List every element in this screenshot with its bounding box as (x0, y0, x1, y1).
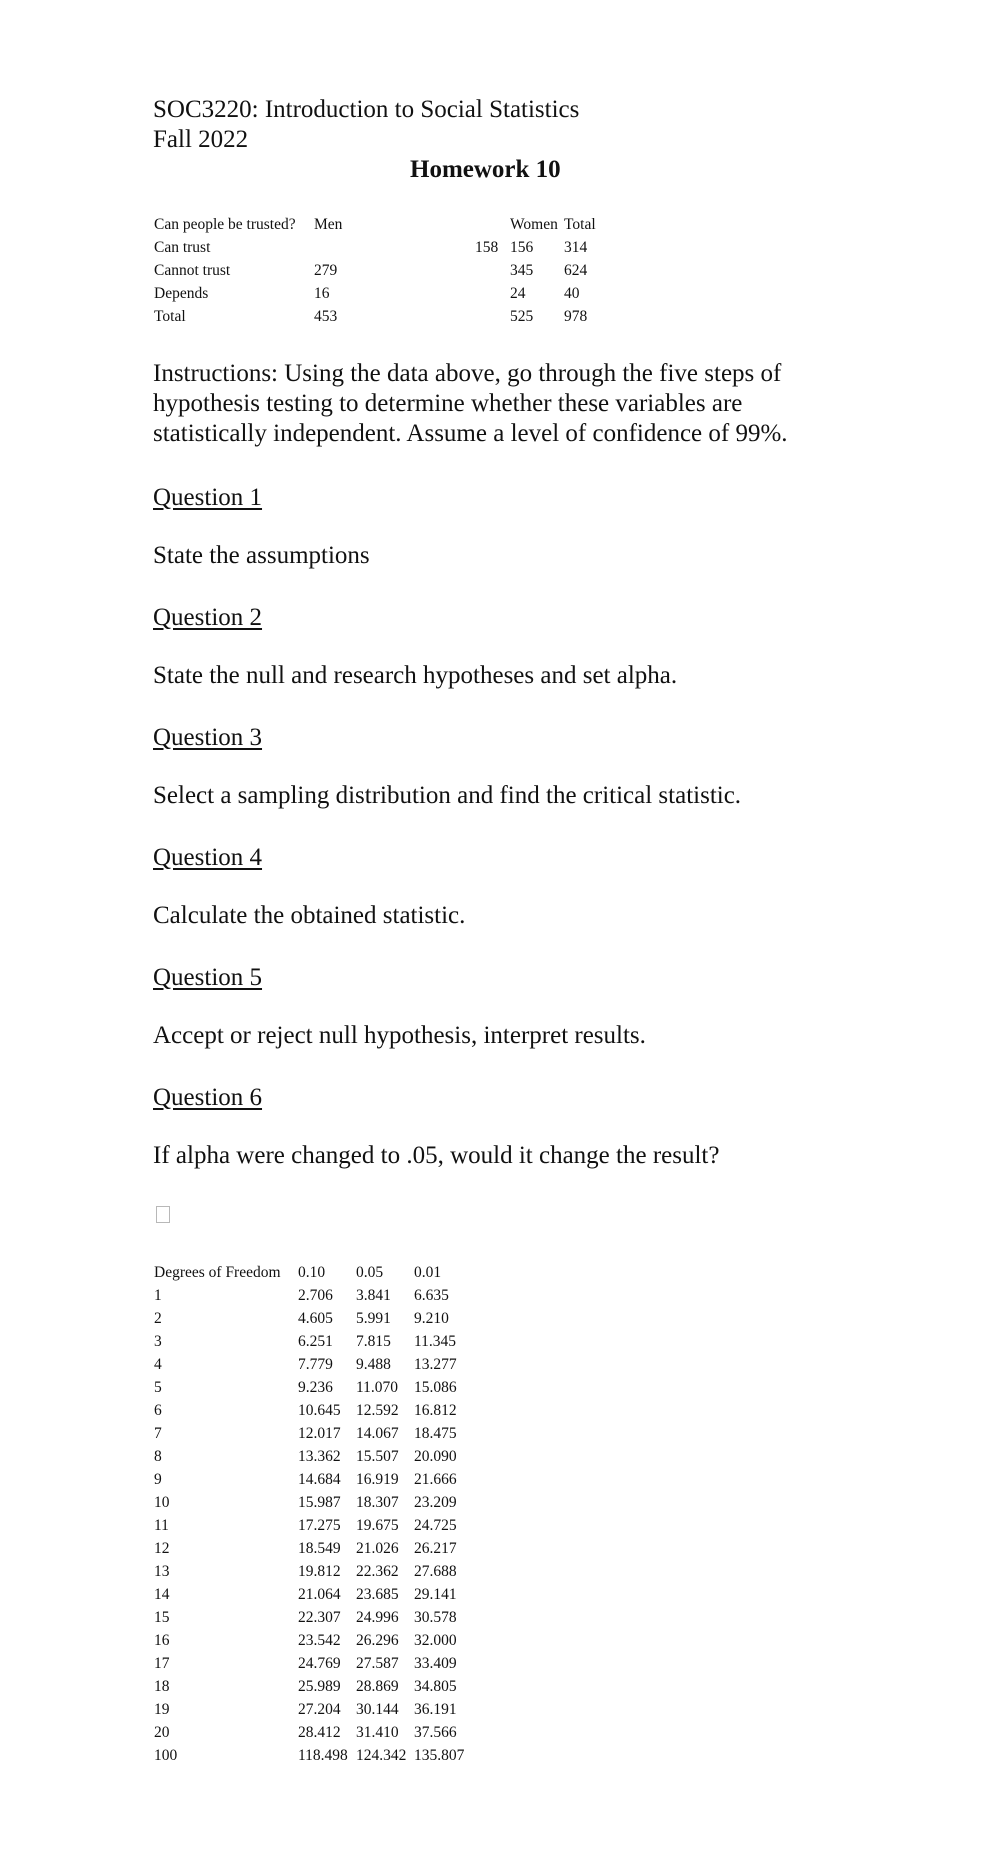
crosstab-header-cell: Women (510, 216, 558, 233)
critical-values-body (154, 1284, 474, 1767)
critical-values-cell: 32.000 (414, 1632, 457, 1649)
critical-values-cell: 23.685 (356, 1586, 399, 1603)
critical-values-cell: 100 (154, 1747, 178, 1764)
critical-values-cell: 12 (154, 1540, 170, 1557)
critical-values-cell: 24.996 (356, 1609, 399, 1626)
critical-values-cell: 24.769 (298, 1655, 341, 1672)
critical-values-row (154, 1468, 474, 1491)
critical-values-cell: 27.204 (298, 1701, 341, 1718)
critical-values-cell: 22.362 (356, 1563, 399, 1580)
critical-values-cell: 21.666 (414, 1471, 457, 1488)
crosstab-row (154, 236, 604, 259)
critical-values-cell: 24.725 (414, 1517, 457, 1534)
critical-values-cell: 22.307 (298, 1609, 341, 1626)
critical-values-cell: 16.812 (414, 1402, 457, 1419)
critical-values-row (154, 1399, 474, 1422)
critical-values-row (154, 1284, 474, 1307)
critical-values-cell: 9.236 (298, 1379, 333, 1396)
question-text: If alpha were changed to .05, would it change the result? (153, 1142, 720, 1169)
critical-values-cell: 124.342 (356, 1747, 407, 1764)
crosstab-cell: Depends (154, 285, 209, 302)
question-heading: Question 6 (153, 1084, 263, 1111)
critical-values-row (154, 1376, 474, 1399)
critical-values-cell: 6.635 (414, 1287, 449, 1304)
crosstab-cell: 24 (510, 285, 526, 302)
critical-values-cell: 1 (154, 1287, 162, 1304)
critical-values-cell: 36.191 (414, 1701, 457, 1718)
critical-values-cell: 11 (154, 1517, 169, 1534)
critical-values-row (154, 1629, 474, 1652)
question-text: Accept or reject null hypothesis, interpret results. (153, 1022, 646, 1049)
critical-values-cell: 13.362 (298, 1448, 341, 1465)
critical-values-cell: 11.070 (356, 1379, 399, 1396)
critical-values-cell: 17 (154, 1655, 170, 1672)
critical-values-cell: 14 (154, 1586, 170, 1603)
critical-values-cell: 9 (154, 1471, 162, 1488)
term-label: Fall 2022 (153, 126, 249, 153)
critical-values-cell: 7.815 (356, 1333, 391, 1350)
crosstab-cell: 624 (564, 262, 588, 279)
critical-values-cell: 5 (154, 1379, 162, 1396)
critical-values-table (154, 1261, 474, 1767)
critical-values-cell: 16.919 (356, 1471, 399, 1488)
critical-values-cell: 2 (154, 1310, 162, 1327)
critical-values-cell: 31.410 (356, 1724, 399, 1741)
critical-values-row (154, 1606, 474, 1629)
crosstab-cell: 453 (314, 308, 338, 325)
crosstab-cell: Cannot trust (154, 262, 231, 279)
critical-values-row (154, 1675, 474, 1698)
question-heading: Question 5 (153, 964, 263, 991)
crosstab-row (154, 259, 604, 282)
question-text: Calculate the obtained statistic. (153, 902, 466, 929)
crosstab-row (154, 282, 604, 305)
critical-values-cell: 20 (154, 1724, 170, 1741)
crosstab-header-row (154, 213, 604, 236)
critical-values-cell: 18.549 (298, 1540, 341, 1557)
broken-image-placeholder-icon (156, 1206, 170, 1223)
critical-values-cell: 30.578 (414, 1609, 457, 1626)
critical-values-cell: 18.307 (356, 1494, 399, 1511)
critical-values-cell: 29.141 (414, 1586, 457, 1603)
critical-values-cell: 11.345 (414, 1333, 457, 1350)
critical-values-cell: 26.217 (414, 1540, 457, 1557)
critical-values-header-row (154, 1261, 474, 1284)
critical-values-header-cell: 0.10 (298, 1264, 326, 1281)
critical-values-row (154, 1560, 474, 1583)
critical-values-row (154, 1445, 474, 1468)
question-block (153, 1084, 933, 1170)
question-block (153, 964, 933, 1050)
critical-values-cell: 27.688 (414, 1563, 457, 1580)
crosstab-cell: 978 (564, 308, 588, 325)
critical-values-row (154, 1652, 474, 1675)
crosstab-header-cell: Men (314, 216, 343, 233)
critical-values-cell: 17.275 (298, 1517, 341, 1534)
question-heading: Question 3 (153, 724, 263, 751)
critical-values-cell: 28.412 (298, 1724, 341, 1741)
crosstab-cell: 525 (510, 308, 534, 325)
crosstab-cell: 345 (510, 262, 534, 279)
crosstab-cell: 40 (564, 285, 580, 302)
question-block (153, 844, 933, 930)
critical-values-cell: 14.067 (356, 1425, 399, 1442)
critical-values-cell: 13 (154, 1563, 170, 1580)
critical-values-cell: 13.277 (414, 1356, 457, 1373)
critical-values-cell: 15.086 (414, 1379, 457, 1396)
critical-values-row (154, 1330, 474, 1353)
question-block (153, 724, 933, 810)
critical-values-cell: 10.645 (298, 1402, 341, 1419)
critical-values-cell: 7 (154, 1425, 162, 1442)
critical-values-row (154, 1537, 474, 1560)
critical-values-cell: 6.251 (298, 1333, 333, 1350)
critical-values-cell: 7.779 (298, 1356, 333, 1373)
critical-values-cell: 4.605 (298, 1310, 333, 1327)
critical-values-cell: 5.991 (356, 1310, 391, 1327)
critical-values-cell: 2.706 (298, 1287, 333, 1304)
critical-values-cell: 19.812 (298, 1563, 341, 1580)
critical-values-cell: 9.210 (414, 1310, 449, 1327)
critical-values-cell: 19.675 (356, 1517, 399, 1534)
critical-values-row (154, 1698, 474, 1721)
crosstab-cell: Total (154, 308, 186, 325)
homework-title: Homework 10 (410, 156, 561, 183)
critical-values-cell: 118.498 (298, 1747, 348, 1764)
critical-values-row (154, 1721, 474, 1744)
critical-values-cell: 21.026 (356, 1540, 399, 1557)
critical-values-cell: 3 (154, 1333, 162, 1350)
critical-values-cell: 20.090 (414, 1448, 457, 1465)
critical-values-cell: 10 (154, 1494, 170, 1511)
critical-values-header-cell: 0.05 (356, 1264, 384, 1281)
critical-values-cell: 3.841 (356, 1287, 391, 1304)
crosstab-header-cell: Can people be trusted? (154, 216, 296, 233)
crosstab-cell: 314 (564, 239, 588, 256)
crosstab-table (154, 213, 604, 328)
question-text: Select a sampling distribution and find the critical statistic. (153, 782, 742, 809)
critical-values-cell: 23.542 (298, 1632, 341, 1649)
critical-values-cell: 19 (154, 1701, 170, 1718)
critical-values-cell: 9.488 (356, 1356, 391, 1373)
crosstab-row (154, 305, 604, 328)
critical-values-cell: 26.296 (356, 1632, 399, 1649)
crosstab-cell: 156 (510, 239, 534, 256)
critical-values-cell: 15.507 (356, 1448, 399, 1465)
critical-values-row (154, 1422, 474, 1445)
question-heading: Question 2 (153, 604, 263, 631)
critical-values-cell: 37.566 (414, 1724, 457, 1741)
critical-values-cell: 21.064 (298, 1586, 341, 1603)
critical-values-cell: 15.987 (298, 1494, 341, 1511)
critical-values-header-cell: 0.01 (414, 1264, 442, 1281)
critical-values-cell: 15 (154, 1609, 170, 1626)
critical-values-cell: 25.989 (298, 1678, 341, 1695)
instructions-paragraph: Instructions: Using the data above, go through the five steps of hypothesis testing to determine whether these variables are statistically independent. Assume a level of confidence of 99%. (153, 360, 788, 447)
critical-values-cell: 34.805 (414, 1678, 457, 1695)
critical-values-row (154, 1583, 474, 1606)
critical-values-row (154, 1514, 474, 1537)
critical-values-cell: 4 (154, 1356, 162, 1373)
critical-values-cell: 23.209 (414, 1494, 457, 1511)
critical-values-cell: 18.475 (414, 1425, 457, 1442)
crosstab-cell: 279 (314, 262, 338, 279)
course-title: SOC3220: Introduction to Social Statistics (153, 96, 580, 123)
critical-values-cell: 28.869 (356, 1678, 399, 1695)
critical-values-cell: 14.684 (298, 1471, 341, 1488)
question-text: State the assumptions (153, 542, 370, 569)
crosstab-cell: Can trust (154, 239, 211, 256)
critical-values-row (154, 1307, 474, 1330)
critical-values-cell: 16 (154, 1632, 170, 1649)
crosstab-cell: 16 (314, 285, 330, 302)
question-block (153, 484, 933, 570)
critical-values-cell: 135.807 (414, 1747, 465, 1764)
crosstab-header-cell: Total (564, 216, 596, 233)
critical-values-cell: 30.144 (356, 1701, 399, 1718)
critical-values-cell: 27.587 (356, 1655, 399, 1672)
critical-values-row (154, 1353, 474, 1376)
question-heading: Question 1 (153, 484, 263, 511)
question-text: State the null and research hypotheses and set alpha. (153, 662, 678, 689)
question-block (153, 604, 933, 690)
critical-values-cell: 12.592 (356, 1402, 399, 1419)
question-heading: Question 4 (153, 844, 263, 871)
critical-values-row (154, 1744, 474, 1767)
critical-values-cell: 8 (154, 1448, 162, 1465)
critical-values-cell: 12.017 (298, 1425, 341, 1442)
critical-values-row (154, 1491, 474, 1514)
critical-values-cell: 18 (154, 1678, 170, 1695)
critical-values-header-cell: Degrees of Freedom (154, 1264, 281, 1281)
crosstab-cell: 158 (475, 239, 499, 256)
critical-values-cell: 6 (154, 1402, 162, 1419)
critical-values-cell: 33.409 (414, 1655, 457, 1672)
